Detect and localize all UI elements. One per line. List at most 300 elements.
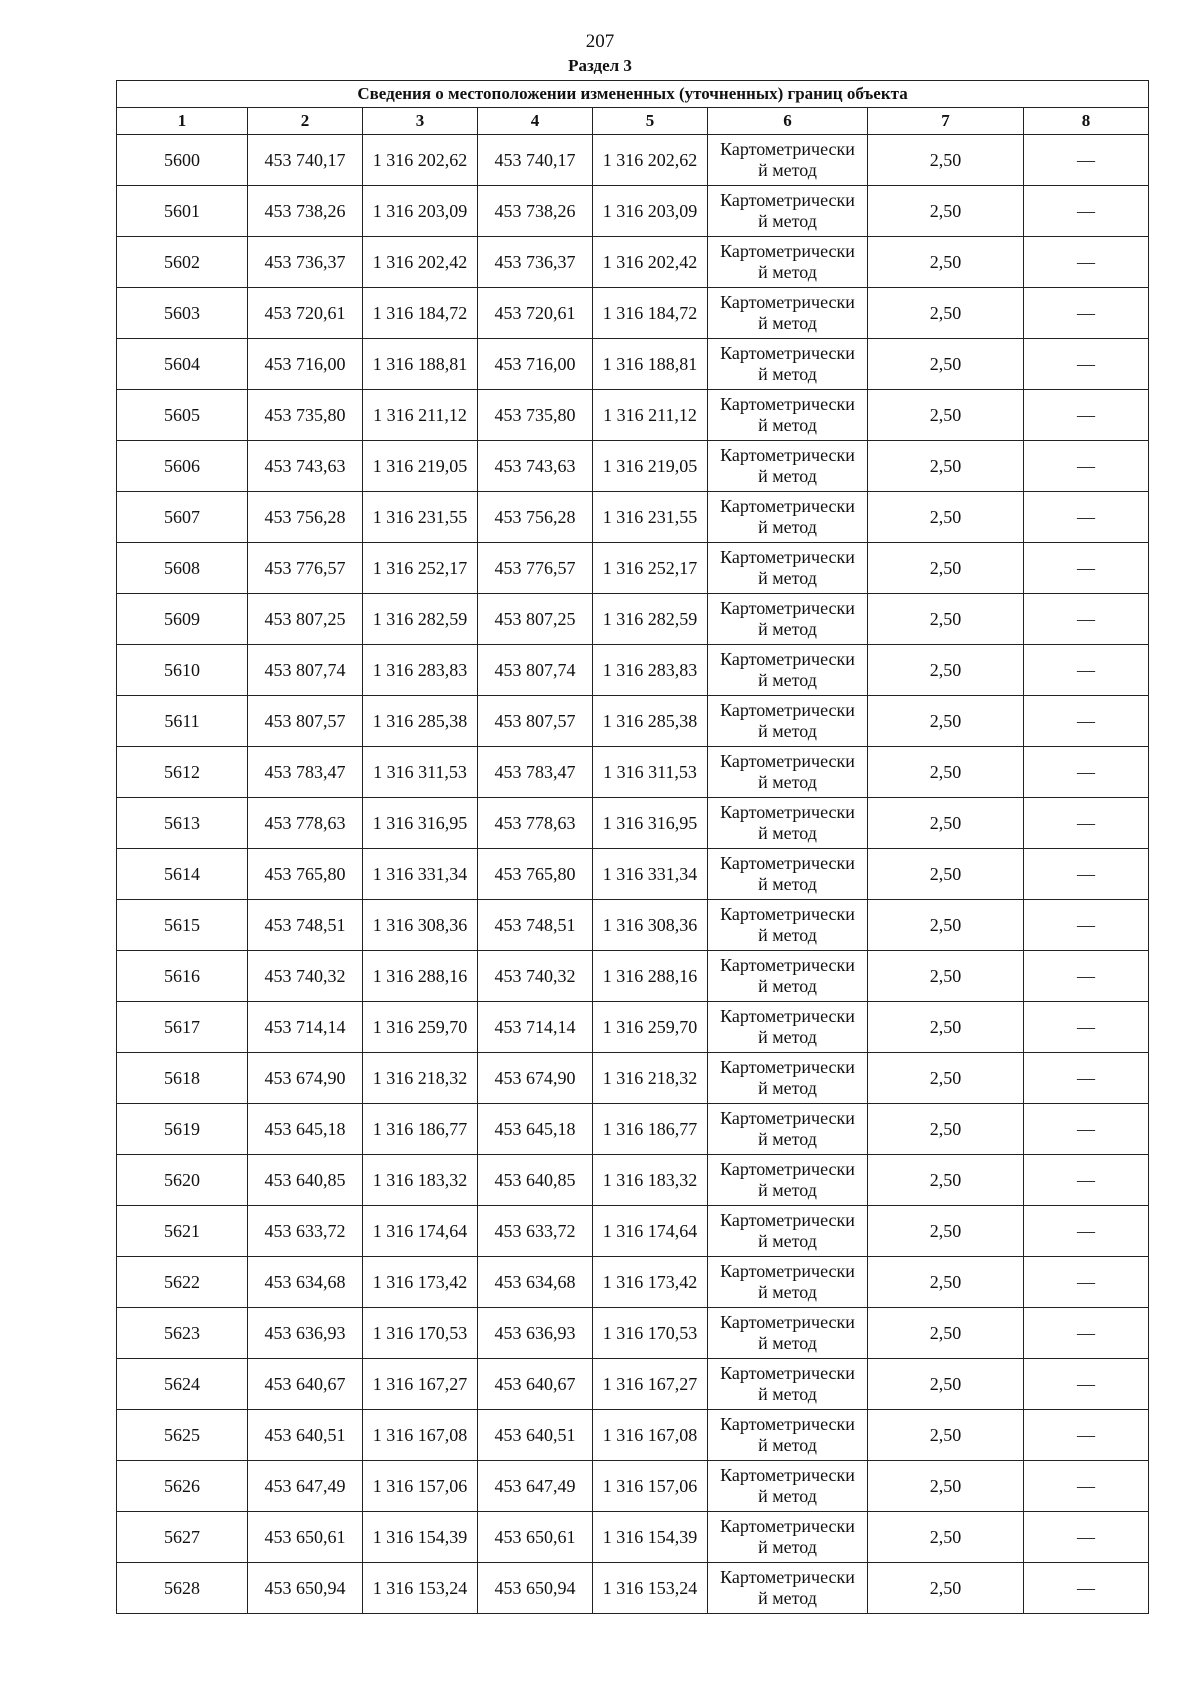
column-number: 6 [708, 108, 868, 135]
description-dash: — [1024, 237, 1149, 288]
method-cell [708, 747, 868, 798]
y-existing: 1 316 202,42 [363, 237, 478, 288]
point-id: 5620 [117, 1155, 248, 1206]
x-existing: 453 748,51 [248, 900, 363, 951]
accuracy: 2,50 [868, 900, 1024, 951]
x-refined: 453 776,57 [478, 543, 593, 594]
method-line-1: Картометрически [720, 1363, 855, 1383]
point-id: 5624 [117, 1359, 248, 1410]
method-cell [708, 696, 868, 747]
method-line-2: й метод [758, 1282, 817, 1302]
description-dash: — [1024, 1206, 1149, 1257]
x-existing: 453 765,80 [248, 849, 363, 900]
method-cell [708, 1410, 868, 1461]
x-refined: 453 765,80 [478, 849, 593, 900]
column-number: 7 [868, 108, 1024, 135]
x-existing: 453 738,26 [248, 186, 363, 237]
method-line-2: й метод [758, 313, 817, 333]
x-refined: 453 807,57 [478, 696, 593, 747]
y-existing: 1 316 174,64 [363, 1206, 478, 1257]
x-existing: 453 807,74 [248, 645, 363, 696]
point-id: 5605 [117, 390, 248, 441]
method-cell [708, 390, 868, 441]
method-cell [708, 1257, 868, 1308]
y-existing: 1 316 154,39 [363, 1512, 478, 1563]
method-cell [708, 288, 868, 339]
y-existing: 1 316 203,09 [363, 186, 478, 237]
x-existing: 453 640,85 [248, 1155, 363, 1206]
method-line-2: й метод [758, 262, 817, 282]
description-dash: — [1024, 594, 1149, 645]
x-existing: 453 714,14 [248, 1002, 363, 1053]
x-existing: 453 740,32 [248, 951, 363, 1002]
table-row [117, 492, 1149, 543]
x-refined: 453 735,80 [478, 390, 593, 441]
y-refined: 1 316 202,42 [593, 237, 708, 288]
x-refined: 453 714,14 [478, 1002, 593, 1053]
method-line-2: й метод [758, 1333, 817, 1353]
table-row [117, 1512, 1149, 1563]
method-line-2: й метод [758, 211, 817, 231]
point-id: 5601 [117, 186, 248, 237]
description-dash: — [1024, 747, 1149, 798]
y-existing: 1 316 259,70 [363, 1002, 478, 1053]
accuracy: 2,50 [868, 237, 1024, 288]
table-row [117, 798, 1149, 849]
x-refined: 453 633,72 [478, 1206, 593, 1257]
y-existing: 1 316 219,05 [363, 441, 478, 492]
method-cell [708, 1002, 868, 1053]
x-existing: 453 740,17 [248, 135, 363, 186]
method-cell [708, 1563, 868, 1614]
y-refined: 1 316 173,42 [593, 1257, 708, 1308]
point-id: 5612 [117, 747, 248, 798]
point-id: 5615 [117, 900, 248, 951]
description-dash: — [1024, 1155, 1149, 1206]
y-existing: 1 316 153,24 [363, 1563, 478, 1614]
y-existing: 1 316 188,81 [363, 339, 478, 390]
x-refined: 453 640,67 [478, 1359, 593, 1410]
x-existing: 453 756,28 [248, 492, 363, 543]
point-id: 5623 [117, 1308, 248, 1359]
x-refined: 453 650,94 [478, 1563, 593, 1614]
point-id: 5610 [117, 645, 248, 696]
description-dash: — [1024, 492, 1149, 543]
accuracy: 2,50 [868, 390, 1024, 441]
method-line-1: Картометрически [720, 1516, 855, 1536]
method-cell [708, 951, 868, 1002]
column-number: 8 [1024, 108, 1149, 135]
y-refined: 1 316 188,81 [593, 339, 708, 390]
method-line-1: Картометрически [720, 343, 855, 363]
table-row [117, 1410, 1149, 1461]
method-line-2: й метод [758, 823, 817, 843]
table-row [117, 1206, 1149, 1257]
accuracy: 2,50 [868, 645, 1024, 696]
method-line-2: й метод [758, 364, 817, 384]
column-number: 1 [117, 108, 248, 135]
table-row [117, 951, 1149, 1002]
x-refined: 453 778,63 [478, 798, 593, 849]
y-existing: 1 316 218,32 [363, 1053, 478, 1104]
y-refined: 1 316 316,95 [593, 798, 708, 849]
y-refined: 1 316 331,34 [593, 849, 708, 900]
method-line-2: й метод [758, 772, 817, 792]
method-line-1: Картометрически [720, 649, 855, 669]
method-line-1: Картометрически [720, 1006, 855, 1026]
x-existing: 453 736,37 [248, 237, 363, 288]
x-existing: 453 716,00 [248, 339, 363, 390]
method-cell [708, 492, 868, 543]
accuracy: 2,50 [868, 1002, 1024, 1053]
description-dash: — [1024, 1257, 1149, 1308]
method-line-2: й метод [758, 1486, 817, 1506]
table-row [117, 339, 1149, 390]
method-line-2: й метод [758, 568, 817, 588]
y-refined: 1 316 157,06 [593, 1461, 708, 1512]
accuracy: 2,50 [868, 543, 1024, 594]
method-line-1: Картометрически [720, 1210, 855, 1230]
method-cell [708, 900, 868, 951]
y-refined: 1 316 288,16 [593, 951, 708, 1002]
y-refined: 1 316 285,38 [593, 696, 708, 747]
method-line-2: й метод [758, 1027, 817, 1047]
y-refined: 1 316 219,05 [593, 441, 708, 492]
method-cell [708, 186, 868, 237]
accuracy: 2,50 [868, 1053, 1024, 1104]
method-line-1: Картометрически [720, 1414, 855, 1434]
method-cell [708, 645, 868, 696]
accuracy: 2,50 [868, 1563, 1024, 1614]
description-dash: — [1024, 1512, 1149, 1563]
accuracy: 2,50 [868, 696, 1024, 747]
y-existing: 1 316 282,59 [363, 594, 478, 645]
x-refined: 453 738,26 [478, 186, 593, 237]
method-line-2: й метод [758, 1078, 817, 1098]
x-refined: 453 783,47 [478, 747, 593, 798]
accuracy: 2,50 [868, 849, 1024, 900]
table-row [117, 441, 1149, 492]
point-id: 5604 [117, 339, 248, 390]
x-refined: 453 674,90 [478, 1053, 593, 1104]
accuracy: 2,50 [868, 1359, 1024, 1410]
method-cell [708, 135, 868, 186]
y-refined: 1 316 170,53 [593, 1308, 708, 1359]
y-existing: 1 316 288,16 [363, 951, 478, 1002]
accuracy: 2,50 [868, 186, 1024, 237]
table-row [117, 390, 1149, 441]
table-row [117, 645, 1149, 696]
method-line-1: Картометрически [720, 496, 855, 516]
table-row [117, 594, 1149, 645]
method-line-2: й метод [758, 721, 817, 741]
y-refined: 1 316 153,24 [593, 1563, 708, 1614]
point-id: 5613 [117, 798, 248, 849]
method-line-1: Картометрически [720, 1312, 855, 1332]
accuracy: 2,50 [868, 1461, 1024, 1512]
y-existing: 1 316 202,62 [363, 135, 478, 186]
accuracy: 2,50 [868, 135, 1024, 186]
y-refined: 1 316 184,72 [593, 288, 708, 339]
x-existing: 453 640,67 [248, 1359, 363, 1410]
x-existing: 453 647,49 [248, 1461, 363, 1512]
description-dash: — [1024, 186, 1149, 237]
accuracy: 2,50 [868, 1155, 1024, 1206]
method-line-1: Картометрически [720, 445, 855, 465]
y-existing: 1 316 170,53 [363, 1308, 478, 1359]
x-refined: 453 650,61 [478, 1512, 593, 1563]
method-line-2: й метод [758, 619, 817, 639]
y-refined: 1 316 183,32 [593, 1155, 708, 1206]
y-existing: 1 316 316,95 [363, 798, 478, 849]
accuracy: 2,50 [868, 1257, 1024, 1308]
accuracy: 2,50 [868, 1410, 1024, 1461]
description-dash: — [1024, 1053, 1149, 1104]
y-existing: 1 316 167,08 [363, 1410, 478, 1461]
x-refined: 453 640,85 [478, 1155, 593, 1206]
point-id: 5627 [117, 1512, 248, 1563]
method-line-1: Картометрически [720, 1567, 855, 1587]
point-id: 5614 [117, 849, 248, 900]
description-dash: — [1024, 441, 1149, 492]
method-line-1: Картометрически [720, 394, 855, 414]
table-row [117, 186, 1149, 237]
x-refined: 453 720,61 [478, 288, 593, 339]
description-dash: — [1024, 135, 1149, 186]
accuracy: 2,50 [868, 798, 1024, 849]
method-cell [708, 1155, 868, 1206]
table-row [117, 1461, 1149, 1512]
description-dash: — [1024, 951, 1149, 1002]
y-refined: 1 316 203,09 [593, 186, 708, 237]
accuracy: 2,50 [868, 1104, 1024, 1155]
y-refined: 1 316 282,59 [593, 594, 708, 645]
table-row [117, 1359, 1149, 1410]
x-refined: 453 807,25 [478, 594, 593, 645]
method-line-2: й метод [758, 1435, 817, 1455]
point-id: 5617 [117, 1002, 248, 1053]
method-line-2: й метод [758, 1384, 817, 1404]
x-existing: 453 807,57 [248, 696, 363, 747]
x-existing: 453 776,57 [248, 543, 363, 594]
method-cell [708, 441, 868, 492]
description-dash: — [1024, 288, 1149, 339]
y-existing: 1 316 283,83 [363, 645, 478, 696]
point-id: 5607 [117, 492, 248, 543]
method-line-1: Картометрически [720, 1465, 855, 1485]
method-line-2: й метод [758, 1231, 817, 1251]
description-dash: — [1024, 849, 1149, 900]
y-refined: 1 316 167,27 [593, 1359, 708, 1410]
accuracy: 2,50 [868, 492, 1024, 543]
method-line-2: й метод [758, 466, 817, 486]
method-cell [708, 543, 868, 594]
x-refined: 453 743,63 [478, 441, 593, 492]
method-line-1: Картометрически [720, 1261, 855, 1281]
point-id: 5609 [117, 594, 248, 645]
method-line-2: й метод [758, 874, 817, 894]
method-line-2: й метод [758, 925, 817, 945]
method-line-1: Картометрически [720, 190, 855, 210]
y-existing: 1 316 285,38 [363, 696, 478, 747]
y-existing: 1 316 183,32 [363, 1155, 478, 1206]
x-existing: 453 636,93 [248, 1308, 363, 1359]
point-id: 5622 [117, 1257, 248, 1308]
method-line-2: й метод [758, 160, 817, 180]
y-existing: 1 316 252,17 [363, 543, 478, 594]
method-line-2: й метод [758, 1537, 817, 1557]
x-existing: 453 650,61 [248, 1512, 363, 1563]
x-existing: 453 783,47 [248, 747, 363, 798]
method-line-2: й метод [758, 1129, 817, 1149]
description-dash: — [1024, 1359, 1149, 1410]
table-row [117, 1053, 1149, 1104]
method-cell [708, 1359, 868, 1410]
y-existing: 1 316 157,06 [363, 1461, 478, 1512]
point-id: 5619 [117, 1104, 248, 1155]
x-refined: 453 756,28 [478, 492, 593, 543]
method-cell [708, 237, 868, 288]
table-row [117, 1002, 1149, 1053]
method-line-1: Картометрически [720, 1159, 855, 1179]
x-existing: 453 645,18 [248, 1104, 363, 1155]
table-row [117, 747, 1149, 798]
description-dash: — [1024, 1104, 1149, 1155]
accuracy: 2,50 [868, 1308, 1024, 1359]
description-dash: — [1024, 390, 1149, 441]
y-refined: 1 316 259,70 [593, 1002, 708, 1053]
point-id: 5600 [117, 135, 248, 186]
description-dash: — [1024, 798, 1149, 849]
method-cell [708, 849, 868, 900]
x-refined: 453 645,18 [478, 1104, 593, 1155]
y-refined: 1 316 167,08 [593, 1410, 708, 1461]
method-line-1: Картометрически [720, 853, 855, 873]
table-row [117, 1563, 1149, 1614]
description-dash: — [1024, 645, 1149, 696]
method-cell [708, 1461, 868, 1512]
y-refined: 1 316 252,17 [593, 543, 708, 594]
x-existing: 453 778,63 [248, 798, 363, 849]
y-existing: 1 316 186,77 [363, 1104, 478, 1155]
point-id: 5611 [117, 696, 248, 747]
description-dash: — [1024, 339, 1149, 390]
method-line-2: й метод [758, 976, 817, 996]
table-row [117, 1104, 1149, 1155]
x-existing: 453 735,80 [248, 390, 363, 441]
method-cell [708, 1206, 868, 1257]
accuracy: 2,50 [868, 747, 1024, 798]
table-row [117, 135, 1149, 186]
y-refined: 1 316 154,39 [593, 1512, 708, 1563]
method-line-1: Картометрически [720, 700, 855, 720]
method-line-1: Картометрически [720, 292, 855, 312]
point-id: 5608 [117, 543, 248, 594]
point-id: 5606 [117, 441, 248, 492]
y-refined: 1 316 218,32 [593, 1053, 708, 1104]
point-id: 5602 [117, 237, 248, 288]
point-id: 5628 [117, 1563, 248, 1614]
x-existing: 453 650,94 [248, 1563, 363, 1614]
method-cell [708, 594, 868, 645]
y-existing: 1 316 211,12 [363, 390, 478, 441]
y-existing: 1 316 331,34 [363, 849, 478, 900]
table-body [117, 135, 1149, 1614]
method-line-1: Картометрически [720, 598, 855, 618]
method-cell [708, 798, 868, 849]
x-existing: 453 633,72 [248, 1206, 363, 1257]
table-row [117, 288, 1149, 339]
description-dash: — [1024, 900, 1149, 951]
accuracy: 2,50 [868, 594, 1024, 645]
x-existing: 453 743,63 [248, 441, 363, 492]
method-line-1: Картометрически [720, 751, 855, 771]
accuracy: 2,50 [868, 1206, 1024, 1257]
point-id: 5625 [117, 1410, 248, 1461]
point-id: 5621 [117, 1206, 248, 1257]
description-dash: — [1024, 1002, 1149, 1053]
method-line-2: й метод [758, 1180, 817, 1200]
description-dash: — [1024, 1308, 1149, 1359]
table-row [117, 543, 1149, 594]
section-title: Раздел 3 [568, 56, 632, 75]
method-cell [708, 1104, 868, 1155]
boundary-coordinates-table [116, 80, 1149, 1614]
method-line-1: Картометрически [720, 1057, 855, 1077]
table-row [117, 1257, 1149, 1308]
x-refined: 453 740,32 [478, 951, 593, 1002]
x-refined: 453 634,68 [478, 1257, 593, 1308]
accuracy: 2,50 [868, 288, 1024, 339]
table-row [117, 1308, 1149, 1359]
column-number: 2 [248, 108, 363, 135]
y-refined: 1 316 174,64 [593, 1206, 708, 1257]
method-line-1: Картометрически [720, 139, 855, 159]
x-refined: 453 716,00 [478, 339, 593, 390]
method-line-1: Картометрически [720, 802, 855, 822]
x-refined: 453 748,51 [478, 900, 593, 951]
method-cell [708, 1308, 868, 1359]
column-number-row [117, 108, 1149, 135]
accuracy: 2,50 [868, 339, 1024, 390]
x-refined: 453 636,93 [478, 1308, 593, 1359]
point-id: 5618 [117, 1053, 248, 1104]
description-dash: — [1024, 1410, 1149, 1461]
x-existing: 453 634,68 [248, 1257, 363, 1308]
description-dash: — [1024, 543, 1149, 594]
point-id: 5603 [117, 288, 248, 339]
point-id: 5626 [117, 1461, 248, 1512]
table-row [117, 237, 1149, 288]
column-number: 5 [593, 108, 708, 135]
x-existing: 453 720,61 [248, 288, 363, 339]
x-refined: 453 807,74 [478, 645, 593, 696]
x-existing: 453 640,51 [248, 1410, 363, 1461]
y-refined: 1 316 202,62 [593, 135, 708, 186]
description-dash: — [1024, 1461, 1149, 1512]
x-refined: 453 740,17 [478, 135, 593, 186]
method-cell [708, 1053, 868, 1104]
description-dash: — [1024, 1563, 1149, 1614]
column-number: 3 [363, 108, 478, 135]
y-existing: 1 316 184,72 [363, 288, 478, 339]
accuracy: 2,50 [868, 441, 1024, 492]
y-refined: 1 316 308,36 [593, 900, 708, 951]
method-line-1: Картометрически [720, 1108, 855, 1128]
method-line-1: Картометрически [720, 241, 855, 261]
x-refined: 453 736,37 [478, 237, 593, 288]
y-existing: 1 316 167,27 [363, 1359, 478, 1410]
